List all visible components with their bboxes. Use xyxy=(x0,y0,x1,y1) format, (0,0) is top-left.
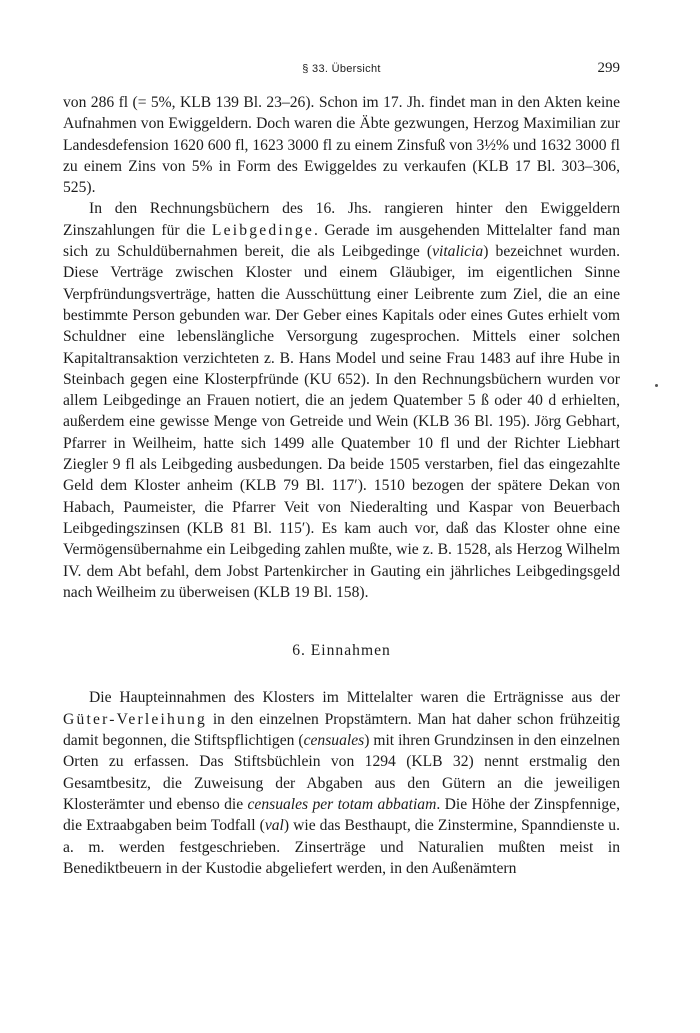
text-run: ) wie das Besthaupt, die Zinstermine, Spanndienste u. a. m. werden festgeschrieben. Zinserträge und Naturalien mußten meist in Benediktbeuern in der Kustodie abgeliefert werden, in den Außenämtern xyxy=(63,817,621,877)
margin-dot-mark xyxy=(655,384,658,387)
spaced-term: Leibgedinge xyxy=(211,221,315,239)
spaced-term: Güter-Verleihung xyxy=(63,710,208,728)
text-run: in den einzelnen Propstämtern. Man hat daher schon frühzeitig damit begonnen, die Stiftspflichtigen ( xyxy=(63,710,620,750)
paragraph-ewiggeld: von 286 fl (= 5%, KLB 139 Bl. 23–26). Schon im 17. Jh. findet man in den Akten keine Aufnahmen von Ewiggeldern. Doch waren die Äbte gezwungen, Herzog Maximilian zur Landesdefension 1620 600 fl, 1623 3000 fl zu einem Zinsfuß von 3½% und 1632 3000 fl zu einem Zins von 5% in Form des Ewiggeldes zu verkaufen (KLB 17 Bl. 303–306, 525). xyxy=(63,94,620,197)
running-head xyxy=(63,60,620,80)
text-run: In den Rechnungsbüchern des 16. Jhs. rangieren hinter den Ewiggeldern Zinszahlungen für die xyxy=(63,200,620,239)
running-title: § 33. Übersicht xyxy=(302,63,381,75)
text-run: . Gerade im ausgehenden Mittelalter fand man sich zu Schuldübernahmen bereit, die als Leibgedinge ( xyxy=(63,221,620,261)
paragraph-einnahmen xyxy=(63,687,620,879)
paragraph-leibgedinge xyxy=(63,198,620,603)
book-page xyxy=(63,0,620,1033)
page-number: 299 xyxy=(597,60,620,76)
italic-term: vitalicia xyxy=(432,243,484,261)
section-heading: 6. Einnahmen xyxy=(292,642,391,660)
italic-term: val xyxy=(264,817,284,835)
body-text xyxy=(63,92,620,879)
text-run: Die Haupteinnahmen des Klosters im Mittelalter waren die Erträgnisse aus der xyxy=(89,689,620,707)
text-run: ) bezeichnet wurden. Diese Verträge zwischen Kloster und einem Gläubiger, im eigentlichen Sinne Verpfründungsverträge, hatten die Ausschüttung einer Leibrente zum Ziel, die an eine bestimmte Person gebunden war. Der Geber eines Kapitals oder eines Gutes erhielt vom Schuldner eine lebenslängliche Versorgung zugesprochen. Mittels einer solchen Kapitaltransaktion verzichteten z. B. Hans Model und seine Frau 1483 auf ihre Hube in Steinbach gegen eine Klosterpfründe (KU 652). In den Rechnungsbüchern wurden vor allem Leibgedinge an Frauen notiert, die an jedem Quatember 5 ß oder 40 d erhielten, außerdem eine gewisse Menge von Getreide und Wein (KLB 36 Bl. 195). Jörg Gebhart, Pfarrer in Weilheim, hatte sich 1499 alle Quatember 10 fl und der Richter Liebhart Ziegler 9 fl als Leibgeding ausbedungen. Da beide 1505 verstarben, fiel das eingezahlte Geld dem Kloster anheim (KLB 79 Bl. 117′). 1510 bezogen der spätere Dekan von Habach, Paumeister, die Pfarrer Veit von Niederalting und Kaspar von Beuerbach Leibgedingszinsen (KLB 81 Bl. 115′). Es kam auch vor, daß das Kloster ohne eine Vermögensübernahme ein Leibgeding zahlen mußte, wie z. B. 1528, als Herzog Wilhelm IV. dem Abt befahl, dem Jobst Partenkircher in Gauting ein jährliches Leibgedingsgeld nach Weilheim zu überweisen (KLB 19 Bl. 158). xyxy=(63,243,620,601)
italic-term: censuales xyxy=(303,732,365,750)
text-run: ) mit ihren Grundzinsen in den einzelnen Orten zu erfassen. Das Stiftsbüchlein von 1294 (KLB 32) nennt erstmalig den Gesamtbesitz, die Zuweisung der Abgaben aus den Gütern an die jeweiligen Klosterämter und ebenso die xyxy=(63,732,620,813)
text-run: . Die Höhe der Zinspfennige, die Extraabgaben beim Todfall ( xyxy=(63,795,620,835)
italic-term: censuales per totam abbatiam xyxy=(247,795,437,813)
